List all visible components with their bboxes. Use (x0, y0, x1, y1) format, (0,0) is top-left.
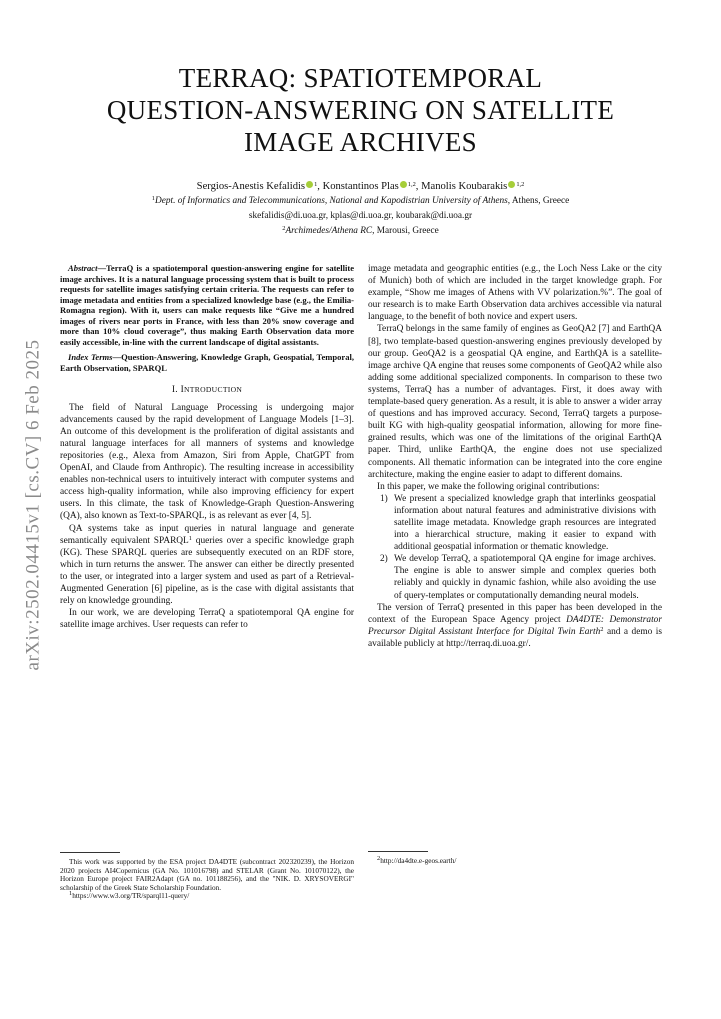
footnote-mark: 1 (69, 890, 73, 898)
footnote-mark: 2 (377, 855, 381, 862)
paragraph: image metadata and geographic entities (e.g., the Loch Ness Lake or the city of Munich) both of which are included in the target knowledge graph. For example, “Show me images of Athens with VV polarization.%”. The goal of our research is to make Earth Observation data archives accessible via natural language, to the benefit of both novice and expert users. (368, 264, 662, 323)
author-affiliation-mark: 1 (314, 181, 318, 188)
paragraph: TerraQ belongs in the same family of engines as GeoQA2 [7] and EarthQA [8], two template-based question-answering engines previously developed by our group. GeoQA2 is a geospatial QA engine, and EarthQA is a satellite-image archive QA engine that reuses some components of GeoQA2 while also adding some additional specialized components. In comparison to these two systems, TerraQ has a number of advantages. First, it does away with template-based query generation. As a result, it is able to answer a wider array of questions and has improved accuracy. Second, TerraQ targets a purpose-built KG with high-quality geospatial information, allowing for more fine-grained results, which was one of the limitations of the original EarthQA paper. Third, unlike EarthQA, the engine does not use specialized components. All thematic information can be integrated into the core engine architecture, making the engine easier to adapt to different domains. (368, 324, 662, 480)
section-title-rest: NTRODUCTION (184, 385, 243, 395)
contributions-list (368, 493, 662, 602)
list-item (368, 553, 662, 601)
section-heading-introduction (60, 384, 354, 396)
orcid-icon[interactable] (508, 181, 515, 188)
section-numeral: I. (171, 385, 178, 396)
paragraph: The field of Natural Language Processing is undergoing major advancements caused by the rapid development of Language Models [1–3]. An outcome of this development is the proliferation of digital assistants and natural language interfaces for all manners of systems and knowledge repositories (e.g., Alexa from Amazon, Siri from Apple, ChatGPT from OpenAI, and Claude from Anthropic). The resulting increase in accessibility enables non-technical users to intuitively interact with computer systems and access high-quality information, while also improving efficiency for expert users. In this climate, the task of Knowledge-Graph Question-Answering (QA), also known as Text-to-SPARQL, is as relevant as ever [4, 5]. (60, 402, 354, 522)
list-item (368, 493, 662, 553)
abstract-dash: — (97, 263, 106, 273)
affiliation-2 (60, 225, 661, 238)
title-line: QUESTION-ANSWERING ON SATELLITE (106, 95, 615, 125)
abstract-label: Abstract (68, 263, 98, 273)
footnote (368, 857, 662, 866)
footnote-mark[interactable]: 1 (188, 534, 192, 542)
footnote-link[interactable]: https://www.w3.org/TR/sparql11-query/ (72, 891, 190, 901)
footnote-link[interactable]: http://da4dte.e-geos.earth/ (380, 856, 457, 865)
orcid-icon[interactable] (306, 181, 313, 188)
list-item-number: 1) (380, 493, 388, 504)
author-name: Konstantinos Plas (322, 181, 399, 192)
list-item-text: We present a specialized knowledge graph that interlinks geospatial information about natural features and administrative divisions with satellite image metadata. Knowledge graph resources are integrated into a hierarchical structure, making it easier to expand with additional geospatial information or thematic knowledge. (394, 493, 656, 553)
author-name: Sergios-Anestis Kefalidis (196, 181, 306, 192)
arxiv-identifier: arXiv:2502.04415v1 [cs.CV] 6 Feb 2025 (22, 339, 44, 671)
list-item-number: 2) (380, 554, 388, 565)
index-terms (60, 352, 354, 373)
author-list: Sergios-Anestis Kefalidis $^1$, Konstantinos Plas $^{1,2}$, Manolis Koubarakis $^{1,2}$ (196, 181, 525, 192)
affiliation-organization: Archimedes/Athena RC (285, 226, 373, 236)
footnote-rule (368, 851, 428, 852)
funding-footnote: This work was supported by the ESA project DA4DTE (subcontract 202320239), the Horizon 2020 projects AI4Copernicus (GA No. 101016798) and STELAR (Grant No. 101070122), the Horizon Europe project FAIR2Adapt (GA no. 101188256), and the "NIK. D. XRYSOVERGI" scholarship of the Greek State Scholarship Foundation. (60, 857, 354, 892)
abstract-text: TerraQ is a spatiotemporal question-answering engine for satellite image archives. It is a natural language processing system that is built to process requests for satellite images satisfying certain criteria. The requests can refer to image metadata and entities from a specialized knowledge base (e.g., the Emilia-Romagna region). With it, users can make requests like “Give me a hundred images of rivers near ports in France, with less than 20% snow coverage and more than 10% cloud coverage”, thus making Earth Observation data more easily accessible, in-line with the current landscape of digital assistants. (60, 263, 354, 347)
paragraph-text: queries over a specific knowledge graph (KG). These SPARQL queries are subsequently executed on an RDF store, which in turn returns the answer. The answer can either be directly presented to the user, or integrated into a larger system and used as part of a Retrieval-Augmented Generation [6] pipeline, as is the case with digital assistants that rely on knowledge grounding. (60, 535, 354, 607)
paragraph-text: QA systems take as input queries in natural language and generate semantically equivalent SPARQL (60, 523, 354, 546)
author-name: Manolis Koubarakis (421, 181, 508, 192)
orcid-icon[interactable] (400, 181, 407, 188)
arxiv-identifier-stamp (20, 325, 46, 685)
footnote-mark[interactable]: 2 (600, 625, 604, 633)
left-column (60, 263, 354, 631)
index-terms-text: Question-Answering, Knowledge Graph, Geospatial, Temporal, Earth Observation, SPARQL (60, 352, 354, 373)
project-name: DA4DTE: Demonstrator Precursor Digital Assistant Interface for Digital Twin Earth (368, 614, 662, 637)
paragraph (368, 602, 662, 650)
right-footnotes (368, 857, 662, 866)
paragraph-text: and a demo is available publicly at http://terraq.di.uoa.gr/. (368, 626, 662, 649)
paragraph-text: The version of TerraQ presented in this paper has been developed in the context of the European Space Agency project (368, 602, 662, 625)
section-title-initial: I (180, 385, 185, 396)
title-line: TERRAQ: SPATIOTEMPORAL (178, 63, 543, 93)
paragraph: In this paper, we make the following original contributions: (377, 481, 600, 492)
affiliation-department: Dept. of Informatics and Telecommunications, National and Kapodistrian University of Athens (155, 196, 508, 206)
footnote (60, 892, 354, 901)
paper-title (60, 62, 661, 158)
author-affiliation-mark: 1,2 (407, 181, 416, 188)
paragraph: In our work, we are developing TerraQ a spatiotemporal QA engine for satellite image archives. User requests can refer to (60, 608, 354, 631)
right-column (368, 263, 662, 650)
paragraph (60, 523, 354, 608)
index-terms-dash: — (112, 352, 122, 363)
affiliation-mark: 2 (282, 225, 286, 232)
affiliation-place: , Athens, Greece (507, 196, 570, 206)
affiliation-mark: 1 (151, 195, 155, 202)
affiliation-1 (60, 195, 661, 208)
author-emails: skefalidis@di.uoa.gr, kplas@di.uoa.gr, koubarak@di.uoa.gr (248, 211, 473, 221)
title-line: IMAGE ARCHIVES (244, 127, 477, 157)
list-item-text: We develop TerraQ, a spatiotemporal QA engine for image archives. The engine is able to answer simple and complex queries both reliably and quickly in dynamic fashion, while also avoiding the use of query-templates or computationally demanding neural models. (394, 554, 656, 601)
left-footnotes (60, 858, 354, 901)
author-affiliation-mark: 1,2 (516, 181, 525, 188)
abstract (60, 263, 354, 347)
affiliation-place: , Marousi, Greece (372, 226, 439, 236)
index-terms-label: Index Terms (68, 352, 113, 363)
footnote-rule (60, 852, 120, 853)
